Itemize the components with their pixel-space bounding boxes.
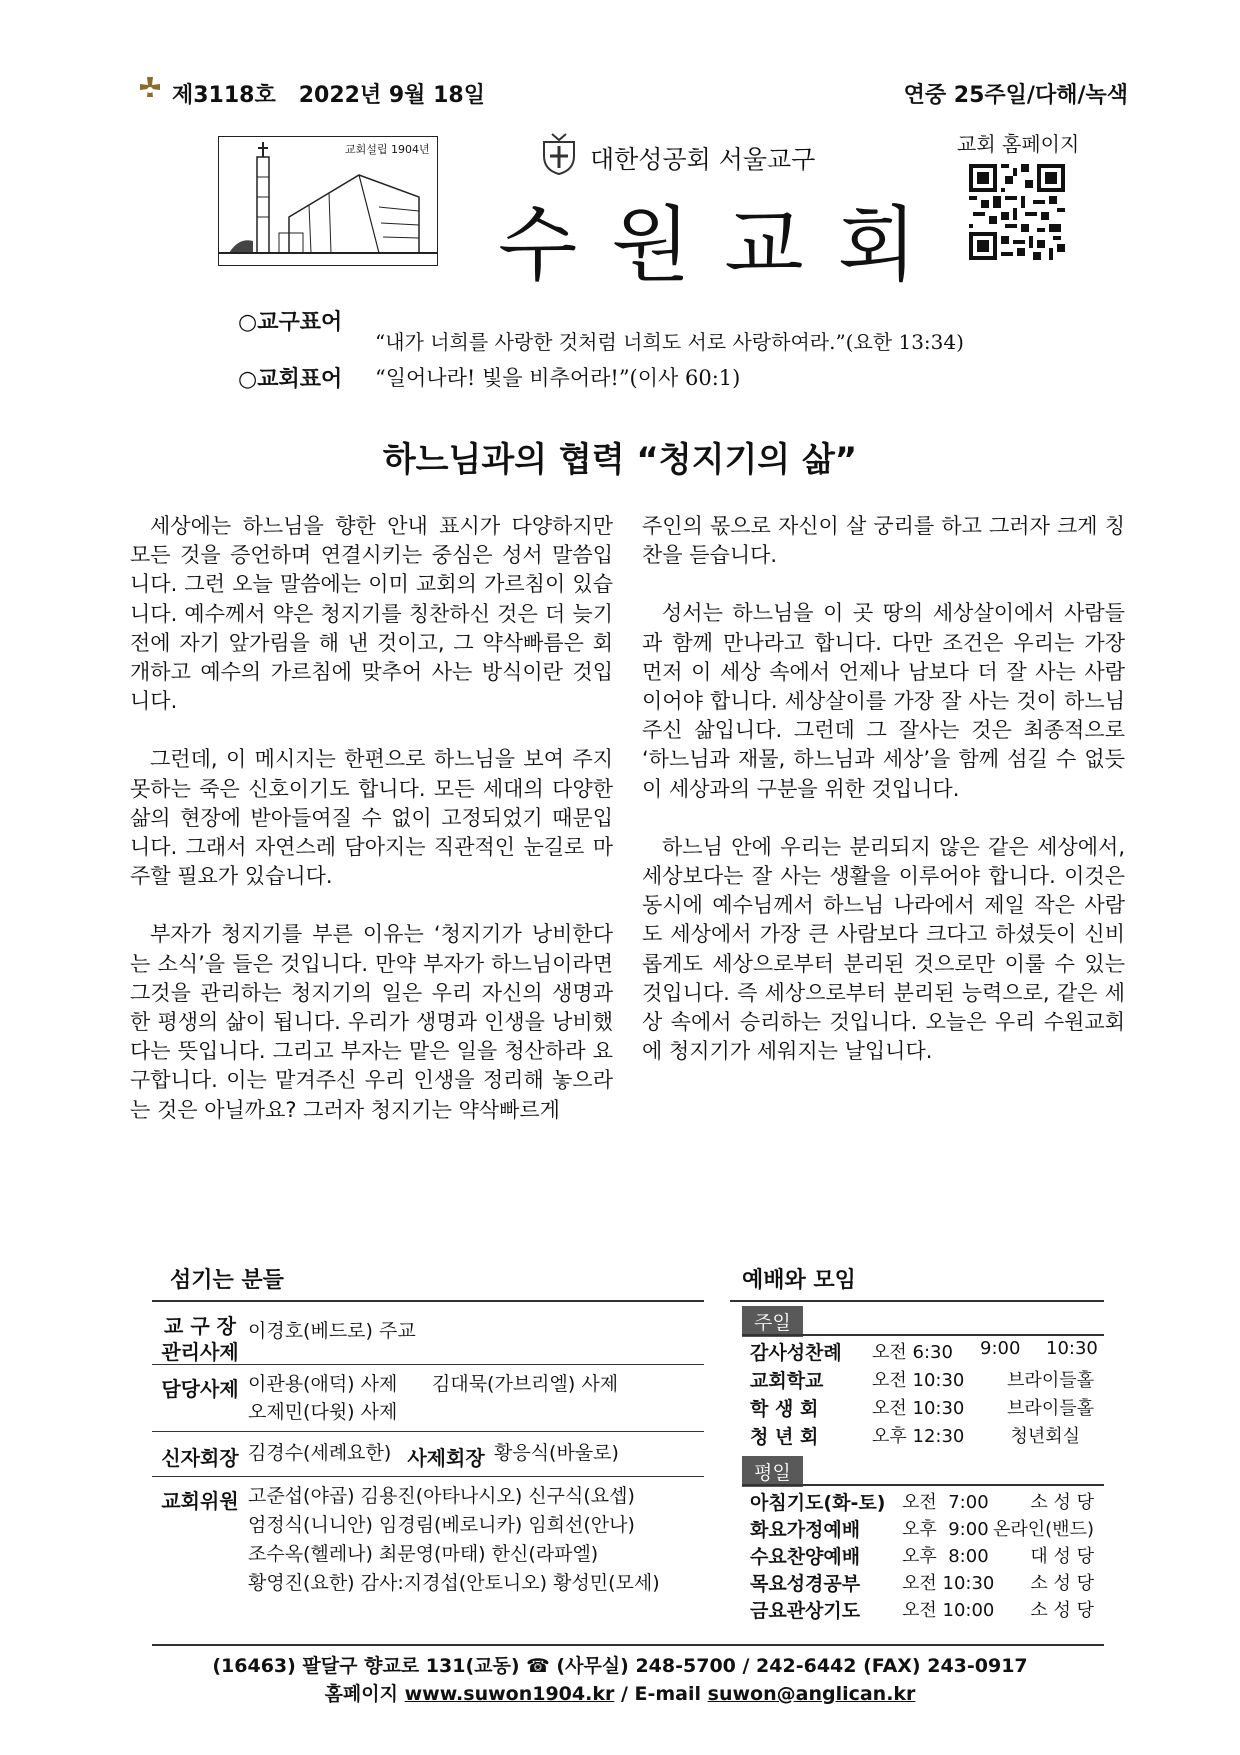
service-time: 오전 10:30: [902, 1573, 995, 1594]
article-paragraph: 부자가 청지기를 부른 이유는 ‘청지기가 낭비한다는 소식’을 들은 것입니다. 만약 부자가 하느님이라면 그것을 관리하는 청지기의 일은 우리 자신의 생명과 한 평생의 삶이 됩니다. 우리가 생명과 인생을 낭비했다는 뜻입니다. 그리고 부자는 맡은 일을 청산하라 요구합니다. 이는 맡겨주신 우리 인생을 정리해 놓으라는 것은 아닐까요? 그러자 청지기는 약삭빠르게: [130, 922, 613, 1122]
schedule-row: [750, 1422, 1094, 1448]
liturgical-season: 연중 25주일/다해/녹색: [903, 83, 1128, 108]
service-place: 브라이들홀: [1007, 1370, 1094, 1391]
serving-row-bishop: [152, 1302, 704, 1365]
footer-divider: [152, 1644, 1104, 1646]
serving-row-priest: [152, 1365, 704, 1432]
sunday-tag: 주일: [742, 1306, 803, 1337]
diocese-name: 대한성공회 서울교구: [590, 145, 816, 174]
weekday-schedule: [750, 1488, 1094, 1628]
homepage-label: 교회 홈페이지: [957, 132, 1080, 156]
church-motto-label: ○교회표어: [238, 367, 343, 392]
schedule-row: [750, 1515, 1094, 1541]
committee-label: 교회위원: [161, 1489, 239, 1513]
service-time: 오후 12:30: [872, 1426, 965, 1447]
schedule-row: [750, 1596, 1094, 1622]
service-time-2: 9:00: [980, 1338, 1021, 1359]
qr-code-icon[interactable]: [969, 164, 1065, 260]
serving-table: [152, 1302, 704, 1601]
service-name: 교회학교: [750, 1370, 824, 1392]
service-name: 목요성경공부: [750, 1573, 861, 1595]
service-place: 청년회실: [1010, 1426, 1080, 1447]
serving-row-lay: [152, 1432, 704, 1477]
serving-heading: 섬기는 분들: [170, 1268, 284, 1293]
issue-line: 제3118호 2022년 9월 18일: [172, 83, 485, 108]
priest-value-3: 오제민(다윗) 사제: [248, 1401, 398, 1423]
church-motto-text: “일어나라! 빛을 비추어라!”(이사 60:1): [375, 366, 741, 390]
service-place: 브라이들홀: [1007, 1398, 1094, 1419]
priest-value-2: 김대묵(가브리엘) 사제: [432, 1373, 619, 1395]
lay-leader-value: 김경수(세례요한): [248, 1442, 392, 1464]
bishop-label-1: 교 구 장: [164, 1314, 236, 1338]
homepage-footer-label: 홈페이지: [324, 1683, 398, 1705]
service-name: 금요관상기도: [750, 1600, 861, 1622]
service-time: 오전 10:00: [902, 1600, 995, 1621]
schedule-row: [750, 1338, 1098, 1364]
committee-line: 조수옥(헬레나) 최문영(마태) 한신(라파엘): [248, 1543, 599, 1565]
article-paragraph: 주인의 몫으로 자신이 살 궁리를 하고 그러자 크게 칭찬을 듣습니다.: [642, 514, 1125, 568]
priest-label: 담당사제: [161, 1377, 239, 1401]
diocese-emblem-icon: [540, 132, 578, 176]
footer-address: (16463) 팔달구 향교로 131(교동) ☎ (사무실) 248-5700 / 242-6442 (FAX) 243-0917: [212, 1655, 1028, 1677]
schedule-row: [750, 1542, 1094, 1568]
schedule-row: [750, 1394, 1094, 1420]
service-time: 오전 10:30: [872, 1370, 965, 1391]
service-time: 오후 8:00: [902, 1546, 989, 1567]
diocese-motto-text: “내가 너희를 사랑한 것처럼 너희도 서로 사랑하여라.”(요한 13:34): [375, 330, 964, 354]
bishop-label-2: 관리사제: [161, 1340, 239, 1364]
service-name: 학 생 회: [750, 1398, 819, 1420]
service-name: 수요찬양예배: [750, 1546, 861, 1568]
cross-icon: [136, 76, 164, 104]
founded-label: 교회설립 1904년: [345, 143, 430, 156]
service-time-3: 10:30: [1046, 1338, 1098, 1359]
service-place: 온라인(밴드): [993, 1519, 1094, 1540]
church-name-title: 수원교회: [498, 198, 951, 293]
service-time: 오전 7:00: [902, 1492, 989, 1513]
diocese-motto-label: ○교구표어: [238, 310, 343, 335]
service-name: 청 년 회: [750, 1426, 819, 1448]
service-place: 대 성 당: [1030, 1546, 1094, 1567]
divider: [730, 1300, 1104, 1302]
service-place: 소 성 당: [1030, 1600, 1094, 1621]
warden-value: 황응식(바울로): [494, 1442, 619, 1464]
service-time: 오전 10:30: [872, 1398, 965, 1419]
service-place: 소 성 당: [1030, 1492, 1094, 1513]
priest-value-1: 이관용(애덕) 사제: [248, 1373, 398, 1395]
service-time: 오후 9:00: [902, 1519, 989, 1540]
service-time: 오전 6:30: [872, 1342, 953, 1363]
homepage-link[interactable]: www.suwon1904.kr: [404, 1683, 615, 1705]
worship-heading: 예배와 모임: [742, 1268, 856, 1293]
service-name: 아침기도(화-토): [750, 1492, 886, 1514]
article-column-left: [130, 512, 613, 1154]
article-column-right: [642, 512, 1125, 1095]
committee-line: 고준섭(야곱) 김용진(아타나시오) 신구식(요셉): [248, 1485, 635, 1507]
sunday-schedule: [750, 1338, 1098, 1458]
article-title: 하느님과의 협력 “청지기의 삶”: [382, 440, 858, 480]
article-paragraph: 하느님 안에 우리는 분리되지 않은 같은 세상에서, 세상보다는 잘 사는 생활을 이루어야 합니다. 이것은 동시에 예수님께서 하느님 나라에서 제일 작은 사람도 세상에서 가장 큰 사람보다 크다고 하셨듯이 신비롭게도 세상으로부터 분리된 것으로만 이룰 수 있는 것입니다. 즉 세상으로부터 분리된 능력으로, 같은 세상 속에서 승리하는 것입니다. 오늘은 우리 수원교회에 청지기가 세워지는 날입니다.: [642, 834, 1125, 1064]
bishop-value: 이경호(베드로) 주교: [248, 1320, 416, 1342]
email-label: E-mail: [634, 1683, 702, 1705]
schedule-row: [750, 1366, 1094, 1392]
email-link[interactable]: suwon@anglican.kr: [707, 1683, 916, 1705]
footer-contact: [0, 1679, 1240, 1706]
service-name: 감사성찬례: [750, 1342, 842, 1364]
divider: [742, 1484, 1104, 1486]
article-paragraph: 세상에는 하느님을 향한 안내 표시가 다양하지만 모든 것을 증언하며 연결시키는 중심은 성서 말씀입니다. 그런 오늘 말씀에는 이미 교회의 가르침이 있습니다. 예수께서 약은 청지기를 칭찬하신 것은 더 늦기 전에 자기 앞가림을 해 낸 것이고, 그 약삭빠름은 회개하고 예수의 가르침에 맞추어 사는 방식이란 것입니다.: [130, 514, 613, 714]
schedule-row: [750, 1569, 1094, 1595]
lay-leader-label: 신자회장: [161, 1446, 239, 1470]
article-paragraph: 성서는 하느님을 이 곳 땅의 세상살이에서 사람들과 함께 만나라고 합니다. 다만 조건은 우리는 가장 먼저 이 세상 속에서 언제나 남보다 더 잘 사는 사람이어야 합니다. 세상살이를 가장 잘 사는 것이 하느님 주신 삶입니다. 그런데 그 잘사는 것은 최종적으로 ‘하느님과 재물, 하느님과 세상’을 함께 섬길 수 없듯이 세상과의 구분을 위한 것입니다.: [642, 601, 1125, 801]
article-paragraph: 그런데, 이 메시지는 한편으로 하느님을 보여 주지 못하는 죽은 신호이기도 합니다. 모든 세대의 다양한 삶의 현장에 받아들여질 수 없이 고정되었기 때문입니다. 그래서 자연스레 담아지는 직관적인 눈길로 마주할 필요가 있습니다.: [130, 747, 613, 889]
warden-label: 사제회장: [407, 1446, 485, 1470]
divider: [742, 1334, 1104, 1336]
service-place: 소 성 당: [1030, 1573, 1094, 1594]
weekday-tag: 평일: [742, 1456, 803, 1487]
service-name: 화요가정예배: [750, 1519, 861, 1541]
schedule-row: [750, 1488, 1094, 1514]
committee-line: 황영진(요한) 감사:지경섭(안토니오) 황성민(모세): [248, 1572, 660, 1594]
serving-row-committee: [152, 1477, 704, 1601]
separator: /: [614, 1683, 635, 1705]
committee-line: 엄정식(니니안) 임경림(베로니카) 임희선(안나): [248, 1514, 635, 1536]
